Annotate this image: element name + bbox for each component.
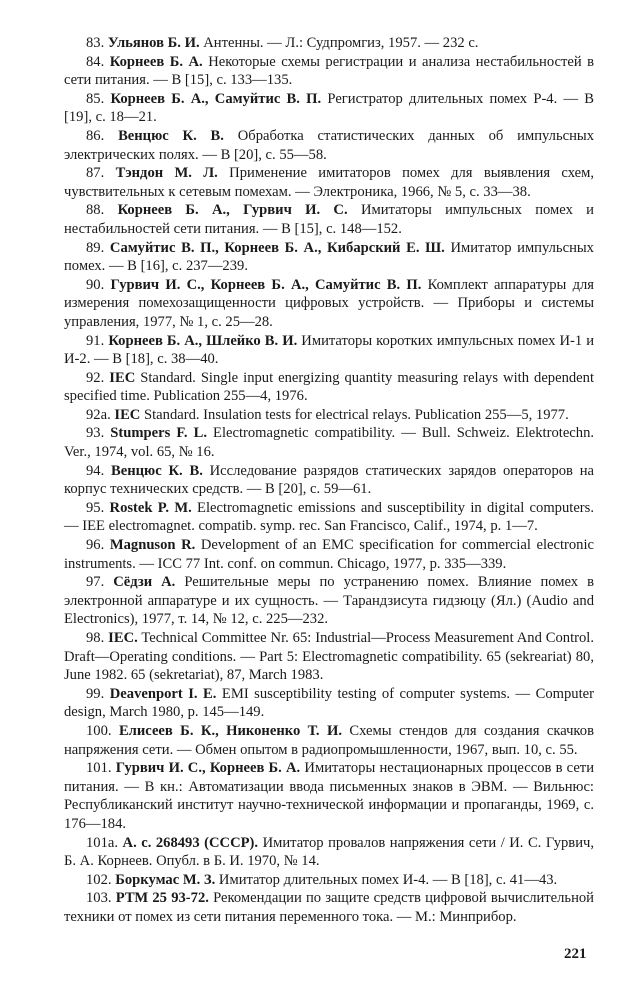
reference-number: 98.: [86, 630, 105, 646]
reference-entry: [64, 34, 594, 53]
reference-number: 84.: [86, 53, 105, 70]
reference-number: 90.: [86, 276, 105, 293]
reference-authors: Венцюс К. В.: [111, 462, 203, 479]
reference-text: Electromagnetic emissions and susceptibility in digital computers. — IEE electromagnet. compatib. symp. rec. San Francisco, Calif., 1974, p. 1—7.: [64, 499, 594, 535]
reference-text: Антенны. — Л.: Судпромгиз, 1957. — 232 с.: [203, 35, 479, 51]
reference-text: Имитатор длительных помех И-4. — В [18], с. 41—43.: [218, 871, 558, 888]
reference-authors: РТМ 25 93-72.: [115, 890, 209, 907]
reference-text: Некоторые схемы регистрации и анализа нестабильностей в сети питания. — В [15], с. 133—135.: [64, 53, 595, 89]
reference-text: Development of an EMC specification for commercial electronic instruments. — ICC 77 Int. conf. on commun. Chicago, 1977, p. 335—339.: [64, 537, 594, 572]
reference-authors: Боркумас М. З.: [115, 871, 216, 888]
reference-entry: [64, 276, 594, 332]
reference-authors: Stumpers F. L.: [110, 425, 207, 442]
reference-number: 96.: [86, 537, 105, 554]
reference-text: Standard. Insulation tests for electrical relays. Publication 255—5, 1977.: [144, 406, 569, 423]
reference-entry: [64, 722, 594, 759]
reference-number: 95.: [86, 499, 105, 516]
reference-text: Имитаторы импульсных помех и нестабильностей сети питания. — В [15], с. 148—152.: [64, 202, 594, 237]
reference-number: 94.: [86, 462, 105, 479]
reference-entry: [64, 759, 594, 833]
reference-text: Имитаторы коротких импульсных помех И-1 и И-2. — В [18], с. 38—40.: [64, 332, 594, 368]
reference-text: Рекомендации по защите средств цифровой вычислительной техники от помех из сети питания переменного тока. — М.: Минприбор.: [64, 890, 594, 925]
reference-number: 101a.: [86, 834, 119, 851]
reference-entry: [64, 536, 594, 573]
reference-entry: [64, 53, 594, 90]
reference-entry: [64, 406, 594, 425]
reference-entry: [64, 369, 594, 406]
reference-text: Standard. Single input energizing quantity measuring relays with dependent specified time. Publication 255—4, 1976.: [64, 369, 594, 405]
reference-number: 99.: [86, 685, 105, 702]
reference-authors: Корнеев Б. А., Гурвич И. С.: [117, 202, 348, 219]
reference-authors: Гурвич И. С., Корнеев Б. А.: [115, 760, 301, 777]
reference-text: Комплект аппаратуры для измерения помехозащищенности цифровых устройств. — Приборы и системы управления, 1977, № 1, с. 25—28.: [64, 276, 594, 330]
reference-text: Electromagnetic compatibility. — Bull. Schweiz. Elektrotechn. Ver., 1974, vol. 65, № 16.: [64, 425, 595, 461]
reference-entry: [64, 834, 594, 871]
reference-number: 100.: [86, 722, 112, 739]
reference-number: 92a.: [86, 406, 111, 423]
reference-text: Имитаторы нестационарных процессов в сети питания. — В кн.: Автоматизации ввода письменных знаков в ЭВМ. — Вильнюс: Республиканский институт научно-технической информации и пропаганды, 1969, с. 176—184.: [64, 760, 594, 832]
reference-number: 93.: [86, 425, 105, 442]
reference-entry: [64, 499, 594, 536]
reference-entry: [64, 332, 594, 369]
reference-authors: Rostek P. M.: [109, 499, 192, 516]
reference-number: 97.: [86, 574, 105, 591]
reference-authors: Deavenport I. E.: [109, 685, 217, 702]
reference-number: 88.: [86, 202, 105, 219]
page-number: 221: [564, 946, 587, 962]
reference-authors: Сёдзи А.: [113, 574, 176, 591]
reference-text: Решительные меры по устранению помех. Влияние помех в электронной аппаратуре и их сущность. — Тарандзисута гидзюцу (Ял.) (Audio and Electronics), 1977, т. 14, № 12, с. 225—232.: [64, 574, 594, 628]
reference-authors: Ульянов Б. И.: [107, 35, 200, 51]
reference-number: 103.: [86, 890, 112, 907]
reference-entry: [64, 239, 594, 276]
reference-entry: [64, 573, 594, 629]
reference-entry: [64, 90, 594, 127]
reference-number: 86.: [86, 127, 105, 144]
reference-number: 101.: [86, 760, 112, 777]
reference-authors: Самуйтис В. П., Корнеев Б. А., Кибарский Е. Ш.: [109, 239, 445, 256]
reference-entry: [64, 871, 594, 890]
reference-text: Имитатор импульсных помех. — В [16], с. 237—239.: [64, 239, 594, 275]
reference-text: Регистратор длительных помех Р-4. — В [19], с. 18—21.: [64, 90, 595, 126]
reference-text: Technical Committee Nr. 65: Industrial—Process Measurement And Control. Draft—Operating conditions. — Part 5: Electromagnetic compatibility. 65 (sekreariat) 80, June 1982. 65 (sekretariat), 87, March 1983.: [64, 630, 595, 684]
reference-entry: [64, 424, 594, 461]
reference-number: 92.: [86, 369, 105, 386]
reference-authors: Тэндон М. Л.: [115, 165, 218, 182]
reference-authors: IEC: [114, 406, 141, 423]
reference-authors: IEC.: [108, 630, 138, 646]
reference-authors: А. с. 268493 (СССР).: [122, 834, 259, 851]
reference-entry: [64, 164, 594, 201]
reference-list: [64, 34, 594, 927]
reference-number: 85.: [86, 90, 105, 107]
reference-authors: Magnuson R.: [109, 537, 196, 554]
reference-entry: [64, 889, 594, 926]
reference-text: Имитатор провалов напряжения сети / И. С. Гурвич, Б. А. Корнеев. Опубл. в Б. И. 1970, № 14.: [64, 834, 594, 870]
reference-authors: Гурвич И. С., Корнеев Б. А., Самуйтис В. П.: [110, 276, 422, 293]
reference-text: Исследование разрядов статических зарядов операторов на корпус технических средств. — В [20], с. 59—61.: [64, 462, 594, 498]
reference-entry: [64, 201, 594, 238]
reference-text: Схемы стендов для создания скачков напряжения сети. — Обмен опытом в радиопромышленности, 1967, вып. 10, с. 55.: [64, 722, 594, 758]
reference-number: 89.: [86, 239, 105, 256]
reference-number: 83.: [86, 35, 105, 51]
reference-authors: Корнеев Б. А.: [109, 53, 203, 70]
reference-text: Обработка статистических данных об импульсных электрических полях. — В [20], с. 55—58.: [64, 127, 594, 163]
reference-entry: [64, 685, 594, 722]
reference-number: 87.: [86, 165, 105, 182]
reference-text: EMI susceptibility testing of computer systems. — Computer design, March 1980, p. 145—149.: [64, 685, 594, 721]
reference-authors: IEC: [109, 369, 136, 386]
reference-authors: Елисеев Б. К., Никоненко Т. И.: [118, 722, 342, 739]
reference-text: Применение имитаторов помех для выявления схем, чувствительных к сетевым помехам. — Электроника, 1966, № 5, с. 33—38.: [64, 165, 595, 200]
reference-authors: Корнеев Б. А., Шлейко В. И.: [108, 332, 298, 349]
reference-number: 91.: [86, 332, 105, 349]
reference-entry: [64, 462, 594, 499]
reference-number: 102.: [86, 871, 112, 888]
reference-entry: [64, 629, 594, 685]
reference-entry: [64, 127, 594, 164]
reference-authors: Корнеев Б. А., Самуйтис В. П.: [110, 90, 322, 107]
reference-authors: Венцюс К. В.: [118, 127, 224, 144]
